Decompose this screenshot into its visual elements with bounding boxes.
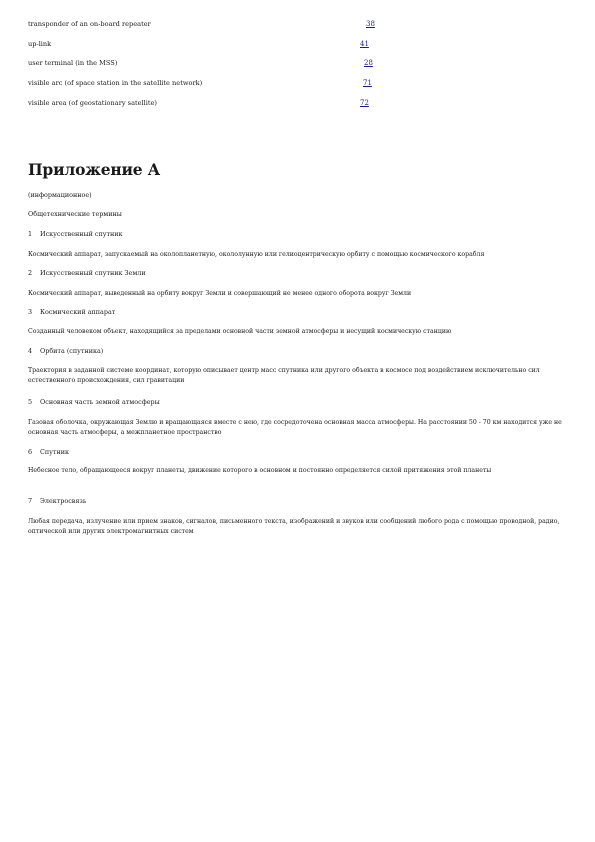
term-definition: Созданный человеком объект, находящийся за пределами основной части земной атмосферы и несущий космическую станцию — [28, 328, 452, 335]
term-title: Спутник — [40, 448, 69, 456]
appendix-title: Приложение А — [28, 160, 161, 179]
index-entry — [28, 39, 448, 49]
index-term: visible area (of geostationary satellite) — [28, 99, 157, 107]
term-definition: Газовая оболочка, окружающая Землю и вращающаяся вместе с нею, где сосредоточена основная масса атмосферы. На расстоянии 50 - 70 км находится уже не основная часть атмосферы, а межпланетное пространство — [28, 419, 562, 436]
term-heading — [28, 398, 160, 407]
term-heading — [28, 269, 146, 278]
index-page-link[interactable]: 72 — [360, 99, 369, 107]
index-term: user terminal (in the MSS) — [28, 59, 118, 67]
term-heading — [28, 347, 103, 356]
term-number: 3 — [28, 308, 33, 316]
index-entry — [28, 78, 448, 88]
term-definition: Космический аппарат, запускаемый на околопланетную, окололунную или гелиоцентрическую орбиту с помощью космического корабля — [28, 251, 485, 258]
index-entry — [28, 58, 448, 68]
section-title: Общетехнические термины — [28, 210, 122, 218]
index-entry — [28, 98, 448, 108]
term-title: Космический аппарат — [40, 308, 116, 316]
index-page-link[interactable]: 41 — [360, 40, 369, 48]
index-term: visible arc (of space station in the satellite network) — [28, 79, 203, 87]
term-title: Основная часть земной атмосферы — [40, 398, 160, 406]
term-title: Орбита (спутника) — [40, 347, 104, 355]
appendix-note: (информационное) — [28, 191, 92, 199]
term-heading — [28, 230, 123, 239]
index-entry — [28, 19, 448, 29]
term-definition: Любая передача, излучение или прием знаков, сигналов, письменного текста, изображений и звуков или сообщений любого рода с помощью проводной, радио, оптической или других электромагнитных систем — [28, 518, 560, 535]
term-definition: Космический аппарат, выведенный на орбиту вокруг Земли и совершающий не менее одного оборота вокруг Земли — [28, 290, 412, 297]
index-page-link[interactable]: 28 — [364, 59, 373, 67]
term-title: Искусственный спутник Земли — [40, 269, 146, 277]
term-number: 7 — [28, 497, 33, 505]
term-definition: Небесное тело, обращающееся вокруг планеты, движение которого в основном и постоянно определяется силой притяжения этой планеты — [28, 467, 492, 474]
term-number: 6 — [28, 448, 33, 456]
term-title: Искусственный спутник — [40, 230, 123, 238]
index-page-link[interactable]: 38 — [366, 20, 375, 28]
term-heading — [28, 308, 115, 317]
index-term: up-link — [28, 40, 52, 48]
term-number: 4 — [28, 347, 33, 355]
term-definition: Траектория в заданной системе координат, которую описывает центр масс спутника или другого объекта в космосе под воздействием исключительно сил естественного происхождения, сил гравитации — [28, 367, 540, 384]
term-heading — [28, 497, 86, 506]
term-number: 1 — [28, 230, 33, 238]
term-number: 2 — [28, 269, 33, 277]
term-title: Электросвязь — [40, 497, 87, 505]
term-heading — [28, 448, 69, 457]
term-number: 5 — [28, 398, 33, 406]
index-term: transponder of an on-board repeater — [28, 20, 151, 28]
index-page-link[interactable]: 71 — [363, 79, 372, 87]
